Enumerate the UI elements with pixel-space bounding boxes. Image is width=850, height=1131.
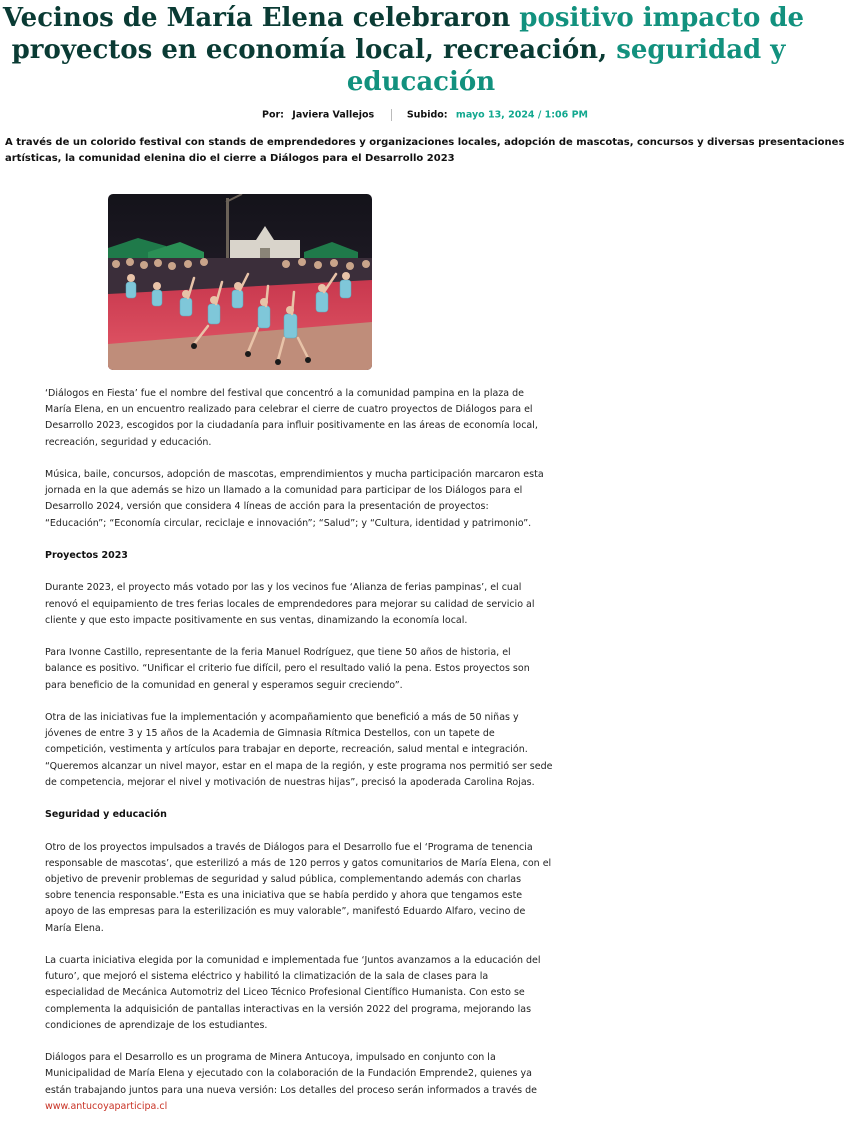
paragraph [45, 386, 585, 451]
text-line: Música, baile, concursos, adopción de mascotas, emprendimientos y mucha participación marcaron esta [45, 469, 544, 480]
festival-photo-illustration [108, 194, 372, 370]
text-line: Desarrollo 2024, versión que considera 4 líneas de acción para la presentación de proyectos: [45, 501, 489, 513]
byline-divider [391, 109, 392, 121]
text-line: “Queremos alcanzar un nivel mayor, estar en el mapa de la región, y este programa nos permitió ser sede [45, 760, 553, 772]
paragraph [45, 467, 585, 532]
text-line: “Educación”; “Economía circular, reciclaje e innovación”; “Salud”; y “Cultura, identidad y patrimonio”. [45, 517, 532, 529]
text-line: Diálogos para el Desarrollo es un programa de Minera Antucoya, impulsado en conjunto con la [45, 1052, 496, 1064]
text-line: María Elena, en un encuentro realizado para celebrar el cierre de cuatro proyectos de Diálogos para el [45, 404, 533, 416]
section-heading-seguridad: Seguridad y educación [45, 809, 167, 821]
text-line: especialidad de Mecánica Automotriz del Liceo Técnico Profesional Científico Humanista. Con esto se [45, 987, 525, 999]
paragraph [45, 710, 585, 791]
headline-accent: positivo impacto de [519, 3, 805, 33]
headline-accent: seguridad y [616, 35, 786, 65]
text-line: para beneficio de la comunidad en general y esperamos seguir creciendo”. [45, 679, 403, 691]
text-line: María Elena. [45, 922, 104, 934]
headline-text: proyectos en economía local, recreación, [11, 35, 608, 65]
text-line: Para Ivonne Castillo, representante de la feria Manuel Rodríguez, que tiene 50 años de historia, el [45, 647, 511, 659]
byline [0, 109, 850, 121]
paragraph [45, 645, 585, 694]
text-line: están trabajando juntos para una nueva versión: Los detalles del proceso serán informados a través de [45, 1084, 538, 1096]
headline-line-3 [0, 66, 850, 98]
author-label: Por: [262, 109, 284, 121]
text-line: responsable de mascotas’, que esterilizó a más de 120 perros y gatos comunitarios de María Elena, con el [45, 857, 552, 869]
paragraph [45, 1050, 585, 1115]
text-line: sobre tenencia responsable.“Esta es una iniciativa que se había perdido y ahora que tengamos este [45, 890, 523, 902]
text-line: futuro’, que mejoró el sistema eléctrico y habilitó la climatización de la sala de clases para la [45, 971, 489, 983]
article-lede: A través de un colorido festival con stands de emprendedores y organizaciones locales, adopción de mascotas, concursos y diversas presentaciones artísticas, la comunidad elenina dio el cierre a Diálogos para el Desarrollo 2023 [5, 137, 845, 164]
section-heading-proyectos: Proyectos 2023 [45, 550, 128, 561]
text-line: renovó el equipamiento de tres ferias locales de emprendedores para mejorar su calidad de servicio al [45, 598, 535, 610]
text-line: Municipalidad de María Elena y ejecutado con la colaboración de la Fundación Emprende2, quienes ya [45, 1068, 532, 1080]
text-line: complementa la adquisición de pantallas interactivas en la versión 2022 del programa, mejorando las [45, 1003, 532, 1015]
article-body [45, 386, 585, 1131]
text-line: Otro de los proyectos impulsados a través de Diálogos para el Desarrollo fue el ‘Programa de tenencia [45, 841, 533, 853]
text-line: ‘Diálogos en Fiesta’ fue el nombre del festival que concentró a la comunidad pampina en la plaza de [45, 388, 524, 399]
publish-date: mayo 13, 2024 / 1:06 PM [455, 109, 588, 121]
article-headline [0, 2, 850, 98]
headline-line-1 [0, 2, 850, 34]
text-line: balance es positivo. “Unificar el criterio fue difícil, pero el resultado valió la pena. Estos proyectos son [45, 663, 530, 675]
headline-line-2 [0, 34, 850, 66]
uploaded-label: Subido: [406, 109, 448, 121]
antucoya-participa-link[interactable]: www.antucoyaparticipa.cl [45, 1100, 168, 1112]
text-line: de competencia, mejorar el nivel y motivación de nuestras hijas”, precisó la apoderada Carolina Rojas. [45, 776, 535, 788]
text-line: jornada en la que además se hizo un llamado a la comunidad para participar de los Diálogos para el [45, 485, 523, 497]
article-photo [108, 194, 372, 370]
headline-text: Vecinos de María Elena celebraron [2, 3, 511, 33]
text-line: jóvenes de entre 3 y 15 años de la Academia de Gimnasia Rítmica Destellos, con un tapete de [45, 728, 495, 740]
text-line: cliente y que esto impacte positivamente en sus ventas, dinamizando la economía local. [45, 614, 468, 626]
text-line: Desarrollo 2023, escogidos por la ciudadanía para influir positivamente en las áreas de economía local, [45, 420, 538, 432]
paragraph [45, 580, 585, 629]
text-line: condiciones de aprendizaje de los estudiantes. [45, 1019, 268, 1031]
author-name[interactable]: Javiera Vallejos [292, 109, 375, 121]
paragraph [45, 953, 585, 1034]
paragraph [45, 840, 585, 937]
text-line: recreación, seguridad y educación. [45, 436, 212, 448]
text-line: Otra de las iniciativas fue la implementación y acompañamiento que benefició a más de 50 niñas y [45, 711, 519, 723]
headline-accent: educación [346, 67, 496, 97]
text-line: objetivo de prevenir problemas de seguridad y salud pública, complementando además con charlas [45, 873, 522, 885]
text-line: apoyo de las empresas para la esterilización es muy valorable”, manifestó Eduardo Alfaro, vecino de [45, 906, 526, 918]
text-line: La cuarta iniciativa elegida por la comunidad e implementada fue ‘Juntos avanzamos a la educación del [45, 954, 541, 966]
text-line: Durante 2023, el proyecto más votado por las y los vecinos fue ‘Alianza de ferias pampinas’, el cual [45, 582, 522, 594]
text-line: competición, vestimenta y artículos para trabajar en deporte, recreación, salud mental e integración. [45, 744, 528, 756]
